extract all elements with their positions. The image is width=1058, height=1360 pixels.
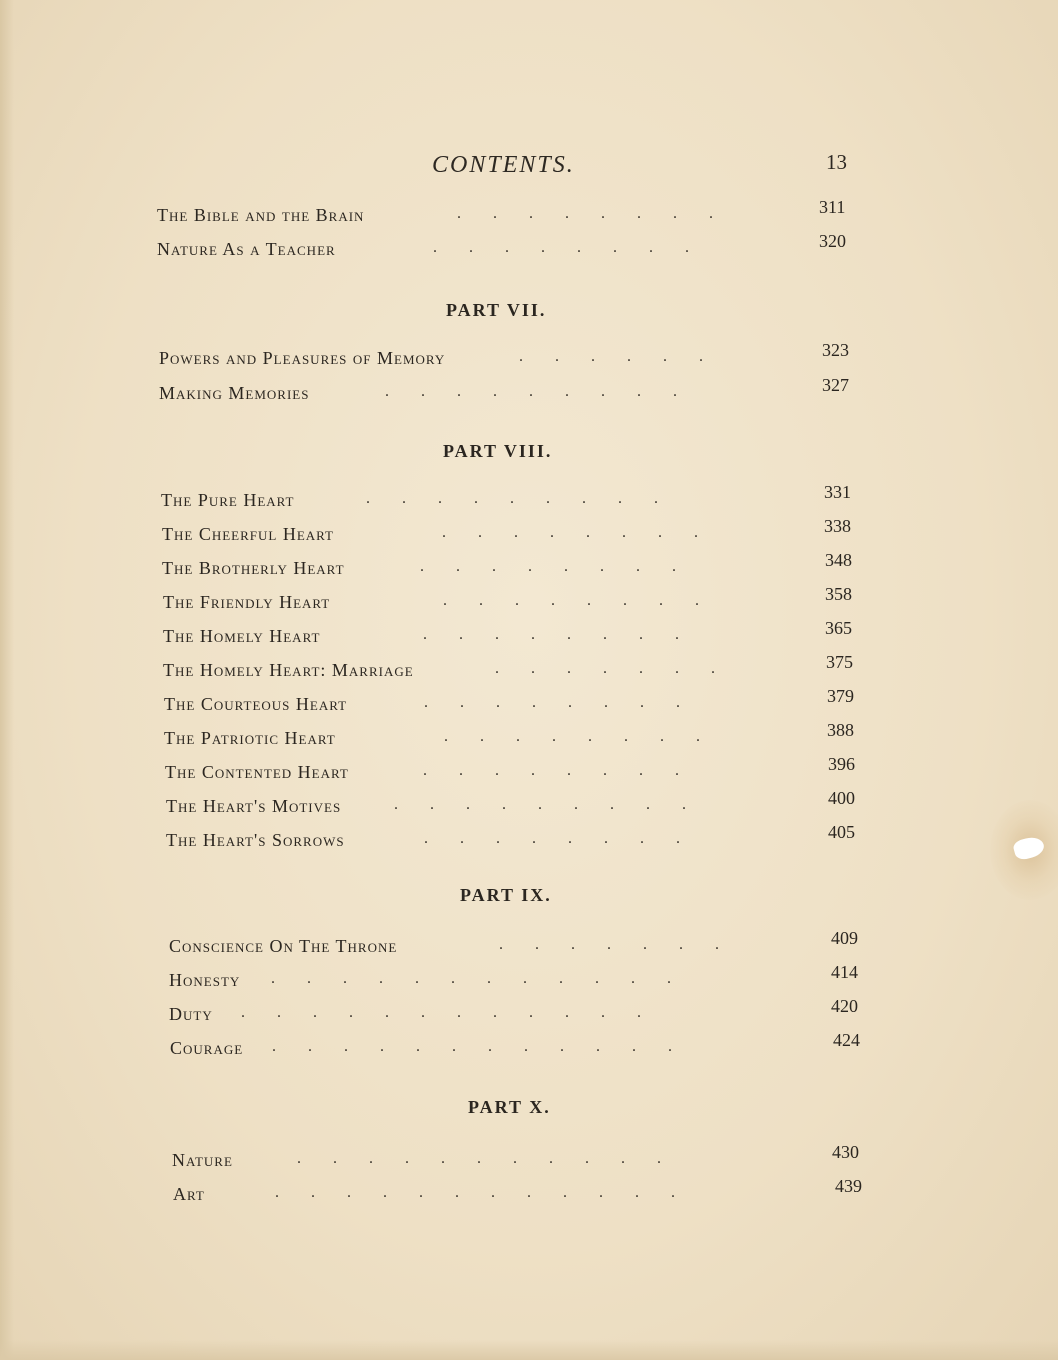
dot-leader: . . . . . . . (495, 660, 715, 677)
toc-entry-title: The Cheerful Heart (162, 524, 334, 544)
page-header (0, 150, 1058, 190)
page-number: 13 (826, 150, 847, 174)
dot-leader: . . . . . . . . (457, 205, 713, 222)
part-heading: PART IX. (460, 885, 552, 905)
toc-entry-title: Making Memories (159, 383, 310, 403)
running-title: CONTENTS. (432, 152, 575, 178)
toc-entry (165, 754, 865, 790)
dot-leader: . . . . . . . . . (394, 796, 686, 813)
toc-entry-title: The Heart's Sorrows (166, 830, 345, 850)
toc-entry-page: 323 (822, 340, 849, 360)
toc-entry (166, 788, 866, 824)
toc-entry-page: 400 (828, 788, 855, 808)
toc-entry-page: 409 (831, 928, 858, 948)
toc-entry (162, 516, 862, 552)
toc-entry-page: 338 (824, 516, 851, 536)
dot-leader: . . . . . . . (499, 936, 719, 953)
toc-entry-title: The Patriotic Heart (164, 728, 336, 748)
toc-entry-title: The Friendly Heart (163, 592, 331, 612)
dot-leader: . . . . . . . . (442, 524, 698, 541)
toc-entry-title: The Bible and the Brain (157, 205, 365, 225)
toc-entry-title: Courage (170, 1038, 244, 1058)
toc-entry-page: 430 (832, 1142, 859, 1162)
toc-entry (173, 1176, 873, 1212)
dot-leader: . . . . . . . . (423, 762, 679, 779)
toc-entry (169, 996, 869, 1032)
dot-leader: . . . . . . . . (443, 592, 699, 609)
dot-leader: . . . . . . . . . . . . (275, 1184, 675, 1201)
dot-leader: . . . . . . . . (433, 239, 689, 256)
toc-entry (164, 720, 864, 756)
toc-entry-title: Powers and Pleasures of Memory (159, 348, 446, 368)
toc-entry (166, 822, 866, 858)
toc-entry-title: Nature (172, 1150, 233, 1170)
part-heading: PART VIII. (443, 441, 553, 461)
toc-entry (157, 197, 857, 233)
toc-entry (169, 928, 869, 964)
toc-entry (163, 584, 863, 620)
toc-entry (157, 231, 857, 267)
toc-entry-title: The Courteous Heart (164, 694, 348, 714)
page-bottom-shadow (0, 1340, 1058, 1360)
dot-leader: . . . . . . . . . . . . (272, 1038, 672, 1055)
dot-leader: . . . . . . . . (423, 626, 679, 643)
toc-entry-page: 439 (835, 1176, 862, 1196)
toc-entry-title: The Homely Heart: Marriage (163, 660, 414, 680)
toc-entry-page: 375 (826, 652, 853, 672)
toc-entry-page: 358 (825, 584, 852, 604)
dot-leader: . . . . . . . . . . . . (271, 970, 671, 987)
toc-entry-page: 348 (825, 550, 852, 570)
toc-entry-page: 320 (819, 231, 846, 251)
toc-entry-page: 388 (827, 720, 854, 740)
page-edge-shadow (0, 0, 14, 1360)
dot-leader: . . . . . . . . . (366, 490, 658, 507)
part-heading: PART VII. (446, 300, 547, 320)
toc-entry (169, 962, 869, 998)
dot-leader: . . . . . . . . (420, 558, 676, 575)
toc-entry-page: 405 (828, 822, 855, 842)
toc-entry-page: 379 (827, 686, 854, 706)
toc-entry-title: Conscience On The Throne (169, 936, 398, 956)
toc-entry-title: The Homely Heart (163, 626, 321, 646)
toc-entry-page: 424 (833, 1030, 860, 1050)
dot-leader: . . . . . . . . (424, 694, 680, 711)
toc-entry (164, 686, 864, 722)
dot-leader: . . . . . . . . . (385, 383, 677, 400)
toc-entry-page: 414 (831, 962, 858, 982)
dot-leader: . . . . . . . . . . . . (241, 1004, 641, 1021)
toc-entry-title: The Brotherly Heart (162, 558, 345, 578)
dot-leader: . . . . . . . . . . . (297, 1150, 661, 1167)
toc-entry-title: Duty (169, 1004, 213, 1024)
toc-entry (159, 340, 859, 376)
dot-leader: . . . . . . (519, 348, 703, 365)
toc-entry-title: Nature As a Teacher (157, 239, 336, 259)
toc-entry (172, 1142, 872, 1178)
toc-entry-title: Art (173, 1184, 205, 1204)
dot-leader: . . . . . . . . (424, 830, 680, 847)
toc-entry-page: 331 (824, 482, 851, 502)
toc-entry (161, 482, 861, 518)
toc-entry-title: The Heart's Motives (166, 796, 342, 816)
toc-entry-page: 311 (819, 197, 846, 217)
toc-entry-page: 396 (828, 754, 855, 774)
toc-entry-page: 327 (822, 375, 849, 395)
dot-leader: . . . . . . . . (444, 728, 700, 745)
toc-entry-title: The Pure Heart (161, 490, 295, 510)
toc-entry (163, 618, 863, 654)
toc-entry (163, 652, 863, 688)
toc-entry-title: The Contented Heart (165, 762, 349, 782)
toc-entry (159, 375, 859, 411)
toc-entry-page: 420 (831, 996, 858, 1016)
toc-entry (170, 1030, 870, 1066)
toc-entry (162, 550, 862, 586)
toc-entry-title: Honesty (169, 970, 241, 990)
part-heading: PART X. (468, 1097, 551, 1117)
toc-entry-page: 365 (825, 618, 852, 638)
